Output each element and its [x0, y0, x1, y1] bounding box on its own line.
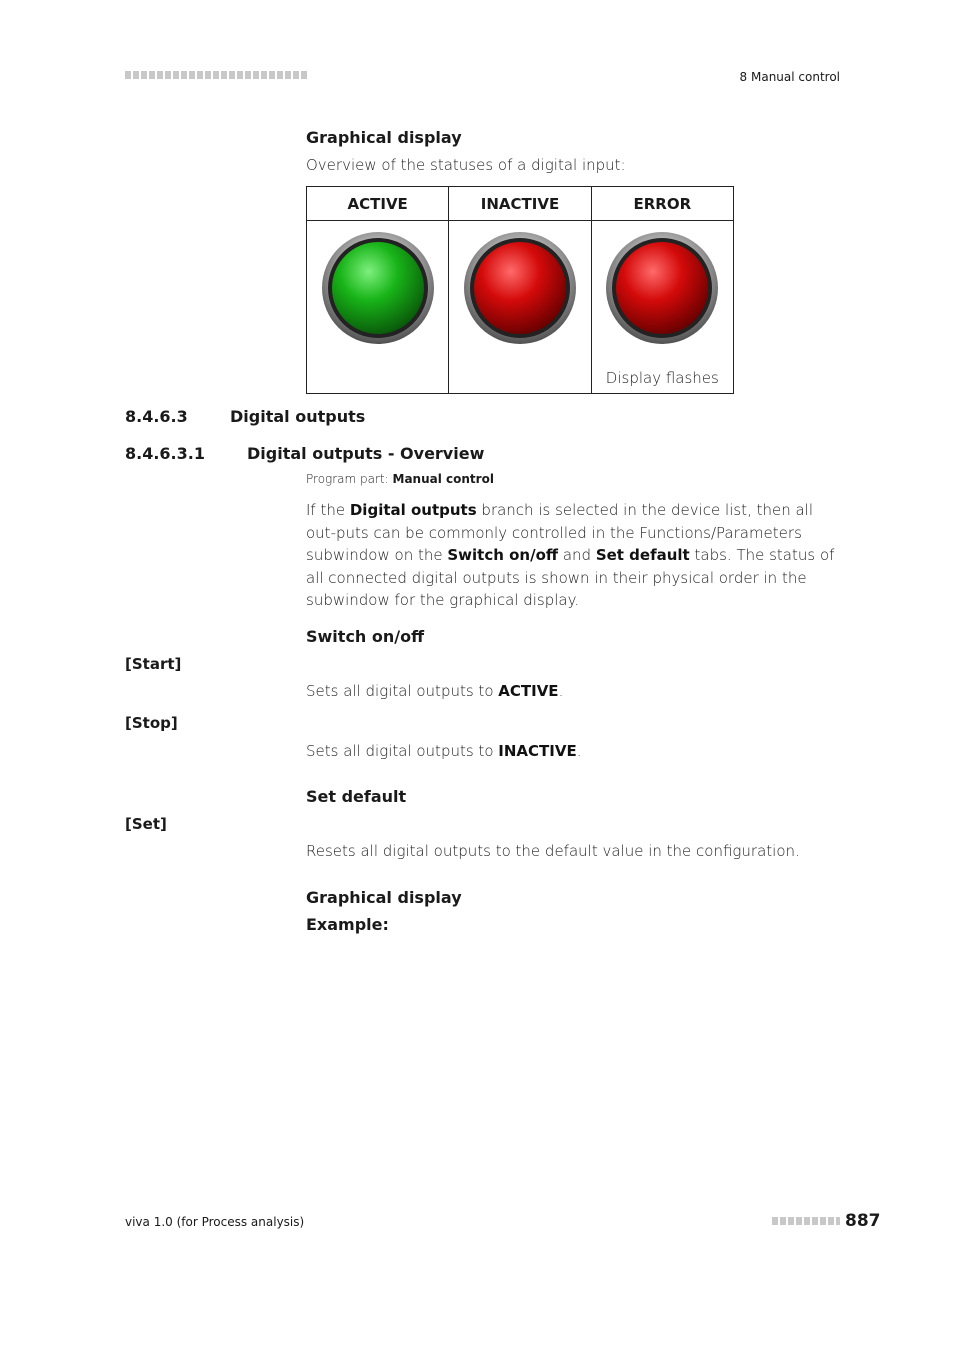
set-label: [Set] — [125, 815, 167, 833]
green-lamp-icon — [321, 231, 435, 345]
overview-paragraph: If the Digital outputs branch is selected in the device list, then all out-puts can be commonly controlled in the Functions/Parameters subwindow on the Switch on/off and Set default tabs. The status of all connected digital outputs is shown in their physical order in the subwindow for the graphical display. — [306, 501, 835, 609]
graphical-heading: Graphical display — [306, 888, 462, 907]
stop-description: Sets all digital outputs to INACTIVE. — [306, 742, 582, 760]
page-number: 887 — [845, 1211, 881, 1231]
start-label: [Start] — [125, 655, 182, 673]
red-lamp-icon — [463, 231, 577, 345]
start-description: Sets all digital outputs to ACTIVE. — [306, 682, 564, 700]
set-description: Resets all digital outputs to the default value in the configuration. — [306, 842, 800, 860]
red-flashing-lamp-icon — [605, 231, 719, 345]
cell-inactive — [449, 221, 591, 394]
section-number: 8.4.6.3 — [125, 407, 188, 426]
program-part-label: Program part: — [306, 472, 389, 486]
program-part-value: Manual control — [392, 472, 494, 486]
default-section-heading: Set default — [306, 787, 407, 806]
switch-section-heading: Switch on/off — [306, 627, 425, 646]
status-table — [306, 186, 734, 394]
cell-active — [307, 221, 449, 394]
col-error-header: ERROR — [591, 187, 733, 221]
col-active-header: ACTIVE — [307, 187, 449, 221]
section-title: Digital outputs — [230, 407, 366, 426]
graphical-display-heading: Graphical display — [306, 128, 462, 147]
stop-label: [Stop] — [125, 714, 178, 732]
cell-error — [591, 221, 733, 394]
footer-decoration — [772, 1217, 840, 1225]
chapter-title: 8 Manual control — [739, 70, 840, 84]
intro-text: Overview of the statuses of a digital input: — [306, 156, 626, 174]
program-part — [306, 472, 494, 486]
subsection-title: Digital outputs - Overview — [247, 444, 485, 463]
footer-product: viva 1.0 (for Process analysis) — [125, 1215, 305, 1229]
col-inactive-header: INACTIVE — [449, 187, 591, 221]
example-label: Example: — [306, 915, 389, 934]
subsection-number: 8.4.6.3.1 — [125, 444, 205, 463]
header-decoration — [125, 71, 307, 79]
error-caption: Display flashes — [605, 369, 719, 387]
